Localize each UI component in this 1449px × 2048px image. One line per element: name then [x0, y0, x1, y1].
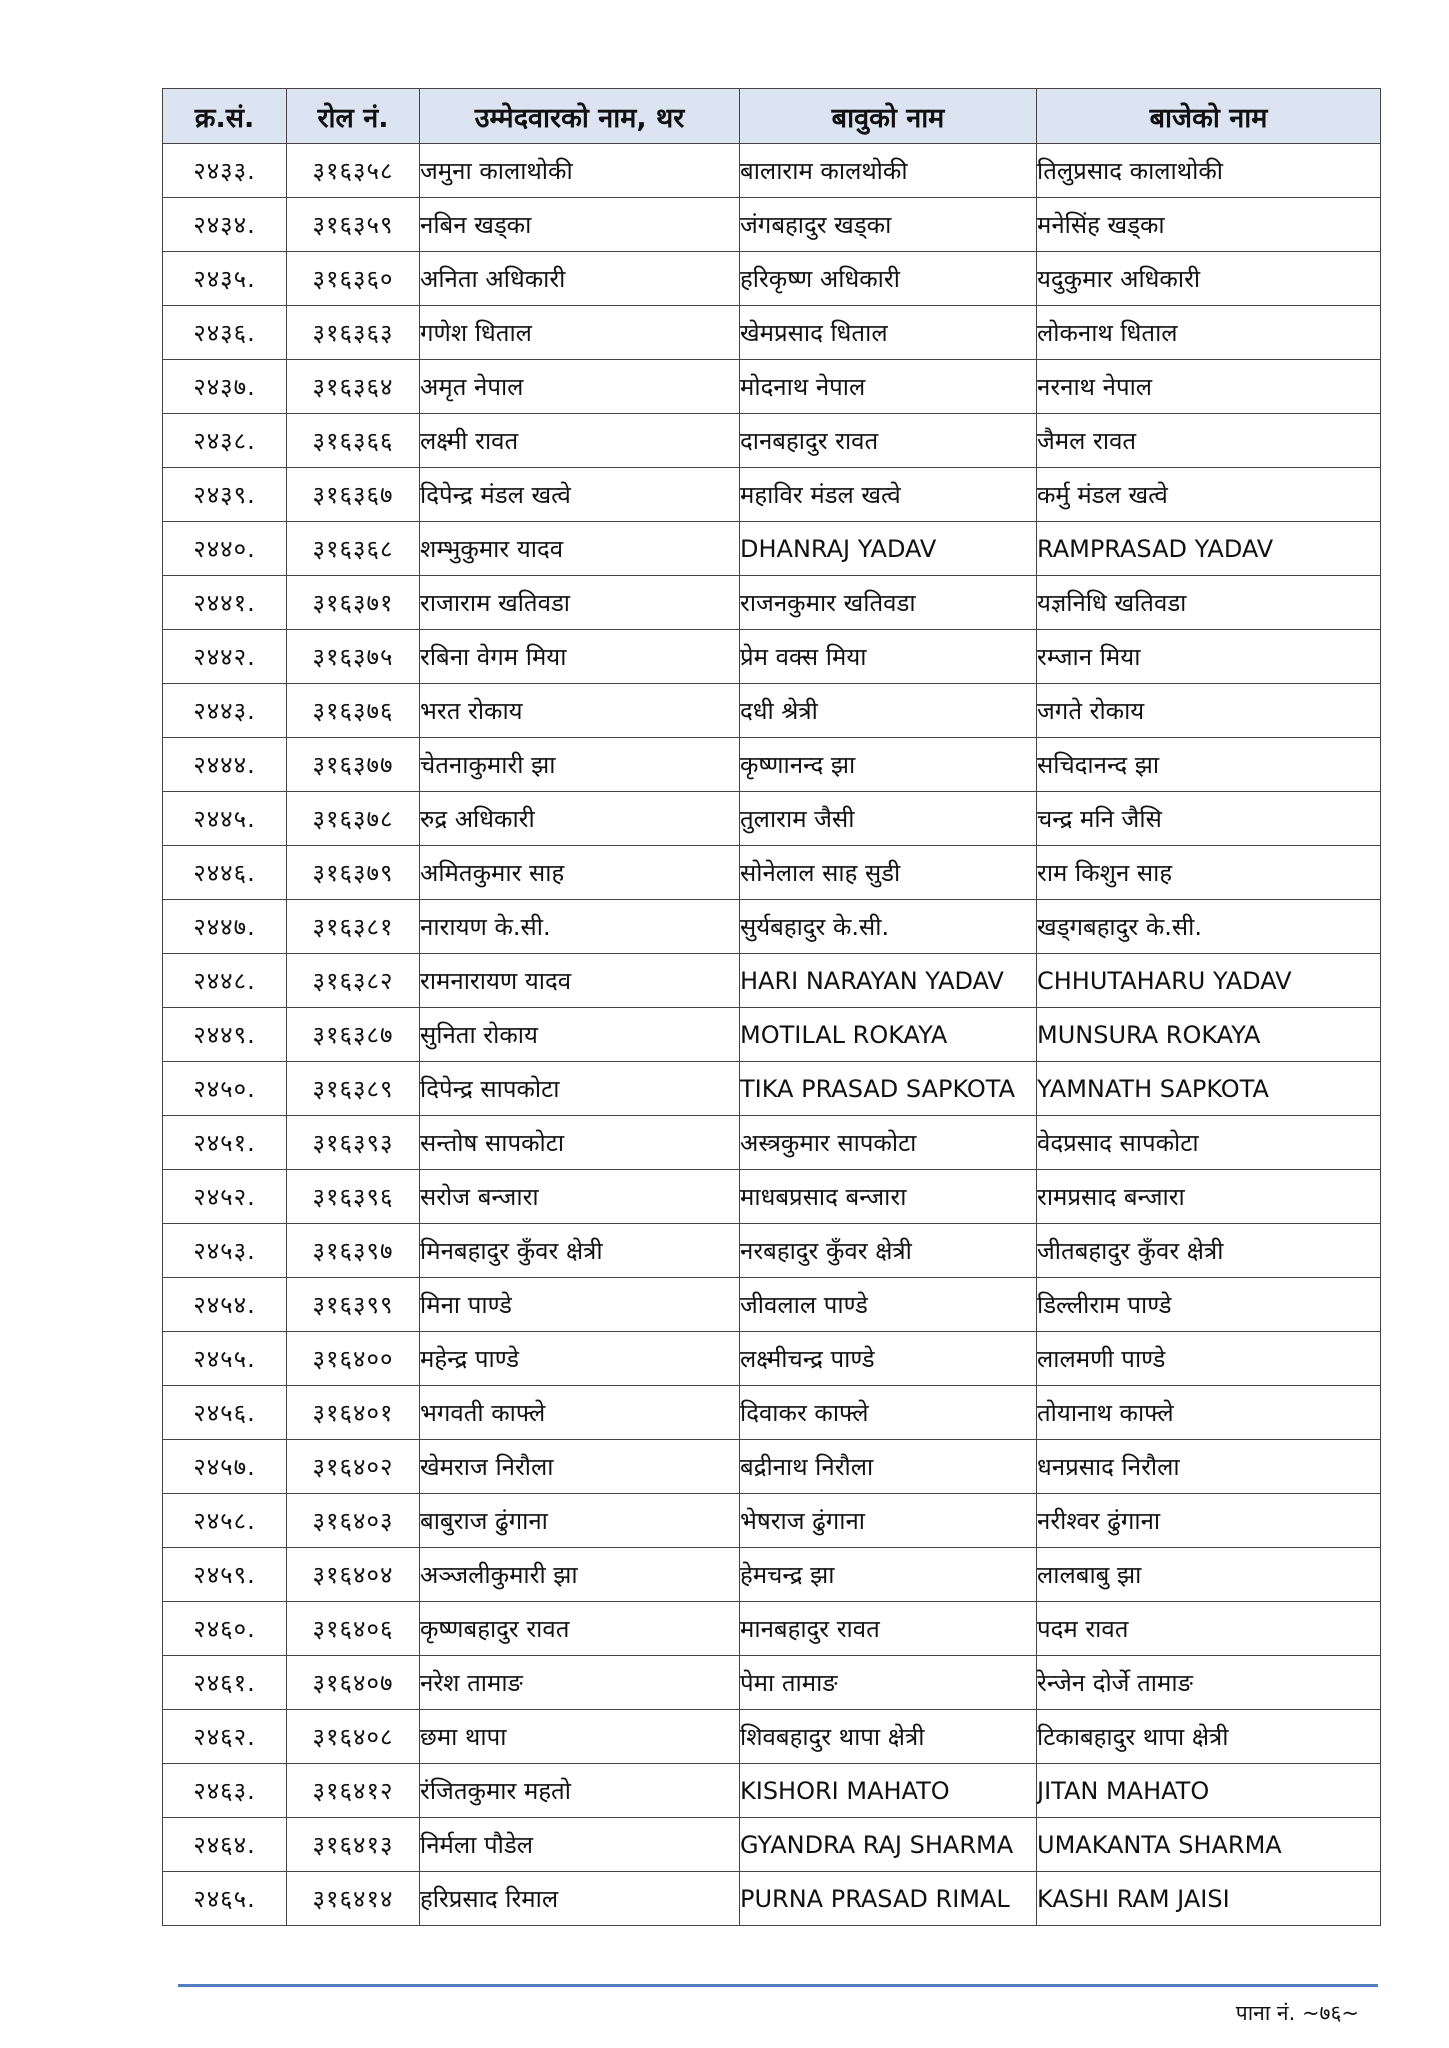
roll-cell: ३१६३८२	[287, 954, 420, 1008]
header-grandfather-name: बाजेको नाम	[1037, 89, 1381, 144]
father-name-cell: जीवलाल पाण्डे	[740, 1278, 1037, 1332]
roll-cell: ३१६३७६	[287, 684, 420, 738]
grandfather-name-cell: राम किशुन साह	[1037, 846, 1381, 900]
father-name-cell: HARI NARAYAN YADAV	[740, 954, 1037, 1008]
serial-cell: २४६०.	[163, 1602, 287, 1656]
serial-cell: २४४५.	[163, 792, 287, 846]
father-name-cell: पेमा तामाङ	[740, 1656, 1037, 1710]
table-row	[163, 1170, 1381, 1224]
roll-cell: ३१६३६३	[287, 306, 420, 360]
roll-cell: ३१६३८१	[287, 900, 420, 954]
father-name-cell: नरबहादुर कुँवर क्षेत्री	[740, 1224, 1037, 1278]
grandfather-name-cell: चन्द्र मनि जैसि	[1037, 792, 1381, 846]
table-row	[163, 1224, 1381, 1278]
roll-cell: ३१६४०२	[287, 1440, 420, 1494]
grandfather-name-cell: लालमणी पाण्डे	[1037, 1332, 1381, 1386]
grandfather-name-cell: यदुकुमार अधिकारी	[1037, 252, 1381, 306]
roll-cell: ३१६३६६	[287, 414, 420, 468]
candidate-name-cell: मिनबहादुर कुँवर क्षेत्री	[420, 1224, 740, 1278]
candidate-name-cell: दिपेन्द्र सापकोटा	[420, 1062, 740, 1116]
father-name-cell: हेमचन्द्र झा	[740, 1548, 1037, 1602]
candidate-name-cell: रुद्र अधिकारी	[420, 792, 740, 846]
father-name-cell: जंगबहादुर खड्का	[740, 198, 1037, 252]
roll-cell: ३१६३९९	[287, 1278, 420, 1332]
candidate-name-cell: कृष्णबहादुर रावत	[420, 1602, 740, 1656]
serial-cell: २४३४.	[163, 198, 287, 252]
grandfather-name-cell: नरनाथ नेपाल	[1037, 360, 1381, 414]
candidate-name-cell: सुनिता रोकाय	[420, 1008, 740, 1062]
serial-cell: २४३८.	[163, 414, 287, 468]
roll-cell: ३१६४१२	[287, 1764, 420, 1818]
grandfather-name-cell: रामप्रसाद बन्जारा	[1037, 1170, 1381, 1224]
page-number	[1236, 1999, 1359, 2027]
table-row	[163, 522, 1381, 576]
candidate-name-cell: हरिप्रसाद रिमाल	[420, 1872, 740, 1926]
roll-cell: ३१६४०४	[287, 1548, 420, 1602]
page-number-value: ~७६~	[1301, 2001, 1359, 2025]
father-name-cell: बद्रीनाथ निरौला	[740, 1440, 1037, 1494]
table-row	[163, 144, 1381, 198]
table-row	[163, 954, 1381, 1008]
serial-cell: २४५५.	[163, 1332, 287, 1386]
table-row	[163, 360, 1381, 414]
table-row	[163, 1710, 1381, 1764]
candidate-name-cell: दिपेन्द्र मंडल खत्वे	[420, 468, 740, 522]
father-name-cell: तुलाराम जैसी	[740, 792, 1037, 846]
candidate-name-cell: सन्तोष सापकोटा	[420, 1116, 740, 1170]
serial-cell: २४६३.	[163, 1764, 287, 1818]
serial-cell: २४४४.	[163, 738, 287, 792]
footer-divider	[178, 1984, 1378, 1987]
grandfather-name-cell: पदम रावत	[1037, 1602, 1381, 1656]
header-father-name: बावुको नाम	[740, 89, 1037, 144]
serial-cell: २४४१.	[163, 576, 287, 630]
serial-cell: २४६२.	[163, 1710, 287, 1764]
table-row	[163, 1278, 1381, 1332]
candidate-name-cell: खेमराज निरौला	[420, 1440, 740, 1494]
table-row	[163, 1332, 1381, 1386]
roll-cell: ३१६३६७	[287, 468, 420, 522]
roll-cell: ३१६४०७	[287, 1656, 420, 1710]
roll-cell: ३१६४०८	[287, 1710, 420, 1764]
table-row	[163, 1548, 1381, 1602]
serial-cell: २४३७.	[163, 360, 287, 414]
roll-cell: ३१६३६४	[287, 360, 420, 414]
table-row	[163, 1818, 1381, 1872]
serial-cell: २४४७.	[163, 900, 287, 954]
candidate-name-cell: निर्मला पौडेल	[420, 1818, 740, 1872]
serial-cell: २४५४.	[163, 1278, 287, 1332]
serial-cell: २४५७.	[163, 1440, 287, 1494]
table-row	[163, 792, 1381, 846]
father-name-cell: GYANDRA RAJ SHARMA	[740, 1818, 1037, 1872]
father-name-cell: सुर्यबहादुर के.सी.	[740, 900, 1037, 954]
grandfather-name-cell: तिलुप्रसाद कालाथोकी	[1037, 144, 1381, 198]
grandfather-name-cell: जीतबहादुर कुँवर क्षेत्री	[1037, 1224, 1381, 1278]
grandfather-name-cell: JITAN MAHATO	[1037, 1764, 1381, 1818]
serial-cell: २४३६.	[163, 306, 287, 360]
candidate-name-cell: नबिन खड्का	[420, 198, 740, 252]
serial-cell: २४३५.	[163, 252, 287, 306]
page-label: पाना नं.	[1235, 2001, 1296, 2025]
header-serial: क्र.सं.	[163, 89, 287, 144]
table-row	[163, 1062, 1381, 1116]
serial-cell: २४४३.	[163, 684, 287, 738]
father-name-cell: शिवबहादुर थापा क्षेत्री	[740, 1710, 1037, 1764]
candidate-name-cell: बाबुराज ढुंगाना	[420, 1494, 740, 1548]
grandfather-name-cell: UMAKANTA SHARMA	[1037, 1818, 1381, 1872]
father-name-cell: सोनेलाल साह सुडी	[740, 846, 1037, 900]
roll-cell: ३१६३८९	[287, 1062, 420, 1116]
grandfather-name-cell: RAMPRASAD YADAV	[1037, 522, 1381, 576]
table-row	[163, 684, 1381, 738]
father-name-cell: TIKA PRASAD SAPKOTA	[740, 1062, 1037, 1116]
table-row	[163, 1494, 1381, 1548]
grandfather-name-cell: वेदप्रसाद सापकोटा	[1037, 1116, 1381, 1170]
candidate-name-cell: सरोज बन्जारा	[420, 1170, 740, 1224]
serial-cell: २४५९.	[163, 1548, 287, 1602]
roll-cell: ३१६३७५	[287, 630, 420, 684]
serial-cell: २४६५.	[163, 1872, 287, 1926]
father-name-cell: दिवाकर काफ्ले	[740, 1386, 1037, 1440]
grandfather-name-cell: यज्ञनिधि खतिवडा	[1037, 576, 1381, 630]
candidate-name-cell: मिना पाण्डे	[420, 1278, 740, 1332]
roll-cell: ३१६४१३	[287, 1818, 420, 1872]
father-name-cell: महाविर मंडल खत्वे	[740, 468, 1037, 522]
father-name-cell: PURNA PRASAD RIMAL	[740, 1872, 1037, 1926]
table-body	[163, 144, 1381, 1926]
grandfather-name-cell: खड्गबहादुर के.सी.	[1037, 900, 1381, 954]
candidate-name-cell: चेतनाकुमारी झा	[420, 738, 740, 792]
grandfather-name-cell: लालबाबु झा	[1037, 1548, 1381, 1602]
table-row	[163, 1602, 1381, 1656]
candidate-name-cell: लक्ष्मी रावत	[420, 414, 740, 468]
grandfather-name-cell: MUNSURA ROKAYA	[1037, 1008, 1381, 1062]
candidate-name-cell: नारायण के.सी.	[420, 900, 740, 954]
father-name-cell: मानबहादुर रावत	[740, 1602, 1037, 1656]
serial-cell: २४३९.	[163, 468, 287, 522]
table-row	[163, 630, 1381, 684]
roll-cell: ३१६४०३	[287, 1494, 420, 1548]
father-name-cell: अस्त्रकुमार सापकोटा	[740, 1116, 1037, 1170]
roll-cell: ३१६३७१	[287, 576, 420, 630]
candidate-name-cell: महेन्द्र पाण्डे	[420, 1332, 740, 1386]
grandfather-name-cell: रम्जान मिया	[1037, 630, 1381, 684]
grandfather-name-cell: धनप्रसाद निरौला	[1037, 1440, 1381, 1494]
grandfather-name-cell: रेन्जेन दोर्जे तामाङ	[1037, 1656, 1381, 1710]
roll-cell: ३१६४१४	[287, 1872, 420, 1926]
roll-cell: ३१६४०१	[287, 1386, 420, 1440]
serial-cell: २४५२.	[163, 1170, 287, 1224]
roll-cell: ३१६३६८	[287, 522, 420, 576]
roll-cell: ३१६३५९	[287, 198, 420, 252]
grandfather-name-cell: जैमल रावत	[1037, 414, 1381, 468]
serial-cell: २४५१.	[163, 1116, 287, 1170]
roll-cell: ३१६३९६	[287, 1170, 420, 1224]
table-row	[163, 414, 1381, 468]
candidate-name-cell: गणेश धिताल	[420, 306, 740, 360]
table-row	[163, 1008, 1381, 1062]
father-name-cell: मोदनाथ नेपाल	[740, 360, 1037, 414]
table-row	[163, 468, 1381, 522]
father-name-cell: राजनकुमार खतिवडा	[740, 576, 1037, 630]
serial-cell: २४४०.	[163, 522, 287, 576]
serial-cell: २४५३.	[163, 1224, 287, 1278]
grandfather-name-cell: डिल्लीराम पाण्डे	[1037, 1278, 1381, 1332]
roll-cell: ३१६३७९	[287, 846, 420, 900]
roll-cell: ३१६३६०	[287, 252, 420, 306]
serial-cell: २४६१.	[163, 1656, 287, 1710]
grandfather-name-cell: KASHI RAM JAISI	[1037, 1872, 1381, 1926]
father-name-cell: कृष्णानन्द झा	[740, 738, 1037, 792]
serial-cell: २४५८.	[163, 1494, 287, 1548]
candidate-name-cell: रबिना वेगम मिया	[420, 630, 740, 684]
grandfather-name-cell: YAMNATH SAPKOTA	[1037, 1062, 1381, 1116]
father-name-cell: MOTILAL ROKAYA	[740, 1008, 1037, 1062]
grandfather-name-cell: नरीश्वर ढुंगाना	[1037, 1494, 1381, 1548]
table-row	[163, 198, 1381, 252]
roll-cell: ३१६४०६	[287, 1602, 420, 1656]
table-row	[163, 1440, 1381, 1494]
candidate-name-cell: अनिता अधिकारी	[420, 252, 740, 306]
father-name-cell: बालाराम कालथोकी	[740, 144, 1037, 198]
roll-cell: ३१६३८७	[287, 1008, 420, 1062]
table-row	[163, 738, 1381, 792]
serial-cell: २४४८.	[163, 954, 287, 1008]
roll-cell: ३१६३७७	[287, 738, 420, 792]
table-row	[163, 252, 1381, 306]
grandfather-name-cell: मनेसिंह खड्का	[1037, 198, 1381, 252]
serial-cell: २४५०.	[163, 1062, 287, 1116]
roll-cell: ३१६३७८	[287, 792, 420, 846]
serial-cell: २४६४.	[163, 1818, 287, 1872]
table-row	[163, 1764, 1381, 1818]
candidate-name-cell: राजाराम खतिवडा	[420, 576, 740, 630]
table-row	[163, 576, 1381, 630]
serial-cell: २४४२.	[163, 630, 287, 684]
table-row	[163, 1116, 1381, 1170]
serial-cell: २४५६.	[163, 1386, 287, 1440]
grandfather-name-cell: जगते रोकाय	[1037, 684, 1381, 738]
header-candidate-name: उम्मेदवारको नाम, थर	[420, 89, 740, 144]
father-name-cell: प्रेम वक्स मिया	[740, 630, 1037, 684]
candidate-name-cell: अञ्जलीकुमारी झा	[420, 1548, 740, 1602]
header-roll: रोल नं.	[287, 89, 420, 144]
table-row	[163, 1872, 1381, 1926]
candidate-name-cell: नरेश तामाङ	[420, 1656, 740, 1710]
candidate-name-cell: अमृत नेपाल	[420, 360, 740, 414]
roll-cell: ३१६४००	[287, 1332, 420, 1386]
candidate-name-cell: जमुना कालाथोकी	[420, 144, 740, 198]
table-row	[163, 846, 1381, 900]
father-name-cell: DHANRAJ YADAV	[740, 522, 1037, 576]
table-header-row	[163, 89, 1381, 144]
father-name-cell: दानबहादुर रावत	[740, 414, 1037, 468]
serial-cell: २४३३.	[163, 144, 287, 198]
candidate-name-cell: शम्भुकुमार यादव	[420, 522, 740, 576]
father-name-cell: लक्ष्मीचन्द्र पाण्डे	[740, 1332, 1037, 1386]
candidate-name-cell: भरत रोकाय	[420, 684, 740, 738]
candidate-name-cell: छमा थापा	[420, 1710, 740, 1764]
table-row	[163, 1656, 1381, 1710]
father-name-cell: दधी श्रेत्री	[740, 684, 1037, 738]
grandfather-name-cell: सचिदानन्द झा	[1037, 738, 1381, 792]
candidate-name-cell: रामनारायण यादव	[420, 954, 740, 1008]
table-row	[163, 306, 1381, 360]
father-name-cell: KISHORI MAHATO	[740, 1764, 1037, 1818]
roll-cell: ३१६३९३	[287, 1116, 420, 1170]
grandfather-name-cell: लोकनाथ धिताल	[1037, 306, 1381, 360]
candidate-name-cell: रंजितकुमार महतो	[420, 1764, 740, 1818]
roll-cell: ३१६३९७	[287, 1224, 420, 1278]
table-row	[163, 1386, 1381, 1440]
candidate-name-cell: अमितकुमार साह	[420, 846, 740, 900]
grandfather-name-cell: तोयानाथ काफ्ले	[1037, 1386, 1381, 1440]
table-row	[163, 900, 1381, 954]
father-name-cell: हरिकृष्ण अधिकारी	[740, 252, 1037, 306]
grandfather-name-cell: कर्मु मंडल खत्वे	[1037, 468, 1381, 522]
father-name-cell: खेमप्रसाद धिताल	[740, 306, 1037, 360]
serial-cell: २४४६.	[163, 846, 287, 900]
grandfather-name-cell: टिकाबहादुर थापा क्षेत्री	[1037, 1710, 1381, 1764]
candidate-name-cell: भगवती काफ्ले	[420, 1386, 740, 1440]
father-name-cell: माधबप्रसाद बन्जारा	[740, 1170, 1037, 1224]
roll-cell: ३१६३५८	[287, 144, 420, 198]
grandfather-name-cell: CHHUTAHARU YADAV	[1037, 954, 1381, 1008]
candidate-table	[162, 88, 1381, 1926]
father-name-cell: भेषराज ढुंगाना	[740, 1494, 1037, 1548]
serial-cell: २४४९.	[163, 1008, 287, 1062]
